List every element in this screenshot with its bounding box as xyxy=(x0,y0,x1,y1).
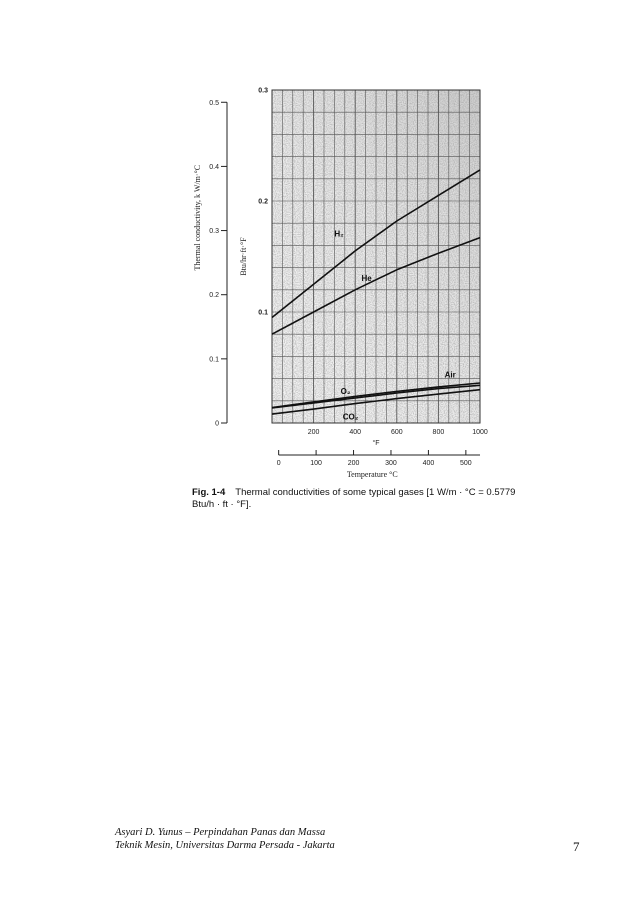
fahrenheit-axis xyxy=(308,429,488,447)
series-label: Air xyxy=(444,370,456,380)
page-number: 7 xyxy=(573,839,580,854)
right-axis-tick-label: 0.3 xyxy=(258,87,268,95)
left-axis-title: Thermal conductivity, k W/m·°C xyxy=(193,164,202,271)
celsius-tick-label: 200 xyxy=(347,460,360,467)
left-axis-tick-label: 0.2 xyxy=(209,292,219,300)
left-axis-tick-label: 0.1 xyxy=(209,356,219,364)
left-axis xyxy=(193,100,227,428)
fahrenheit-tick-label: 800 xyxy=(432,429,445,436)
figure-caption xyxy=(192,487,592,511)
caption-line-2: Btu/h · ft · °F]. xyxy=(192,499,252,510)
celsius-tick-label: 400 xyxy=(422,460,435,467)
right-axis xyxy=(239,88,268,317)
page-footer xyxy=(115,826,335,852)
caption-line-1: Thermal conductivities of some typical gases [1 W/m · °C = 0.5779 xyxy=(235,487,516,498)
series-label: He xyxy=(361,273,372,283)
series-label: H₂ xyxy=(334,229,344,239)
fahrenheit-unit-label: °F xyxy=(372,440,380,447)
fahrenheit-tick-label: 600 xyxy=(390,429,403,436)
celsius-tick-label: 100 xyxy=(310,460,322,467)
celsius-tick-label: 300 xyxy=(385,460,397,467)
fahrenheit-tick-label: 200 xyxy=(307,429,320,436)
celsius-tick-label: 500 xyxy=(460,460,472,467)
right-axis-tick-label: 0.2 xyxy=(258,198,268,206)
right-axis-title: Btu/hr·ft·°F xyxy=(239,237,248,276)
left-axis-tick-label: 0.3 xyxy=(209,228,219,236)
fahrenheit-tick-label: 400 xyxy=(349,429,362,436)
left-axis-tick-label: 0.5 xyxy=(209,99,219,107)
celsius-axis xyxy=(277,450,480,479)
left-axis-tick-label: 0 xyxy=(215,420,219,428)
series-label: O₂ xyxy=(340,387,351,397)
fahrenheit-tick-label: 1000 xyxy=(472,429,488,436)
right-axis-tick-label: 0.1 xyxy=(258,309,268,317)
series-label: CO₂ xyxy=(342,412,359,422)
celsius-tick-label: 0 xyxy=(276,460,281,467)
celsius-axis-title: Temperature °C xyxy=(346,470,398,479)
figure-number: Fig. 1-4 xyxy=(192,487,226,498)
footer-line-2: Teknik Mesin, Universitas Darma Persada - Jakarta xyxy=(115,840,335,851)
left-axis-tick-label: 0.4 xyxy=(209,163,219,171)
footer-line-1: Asyari D. Yunus – Perpindahan Panas dan Massa xyxy=(115,827,326,838)
